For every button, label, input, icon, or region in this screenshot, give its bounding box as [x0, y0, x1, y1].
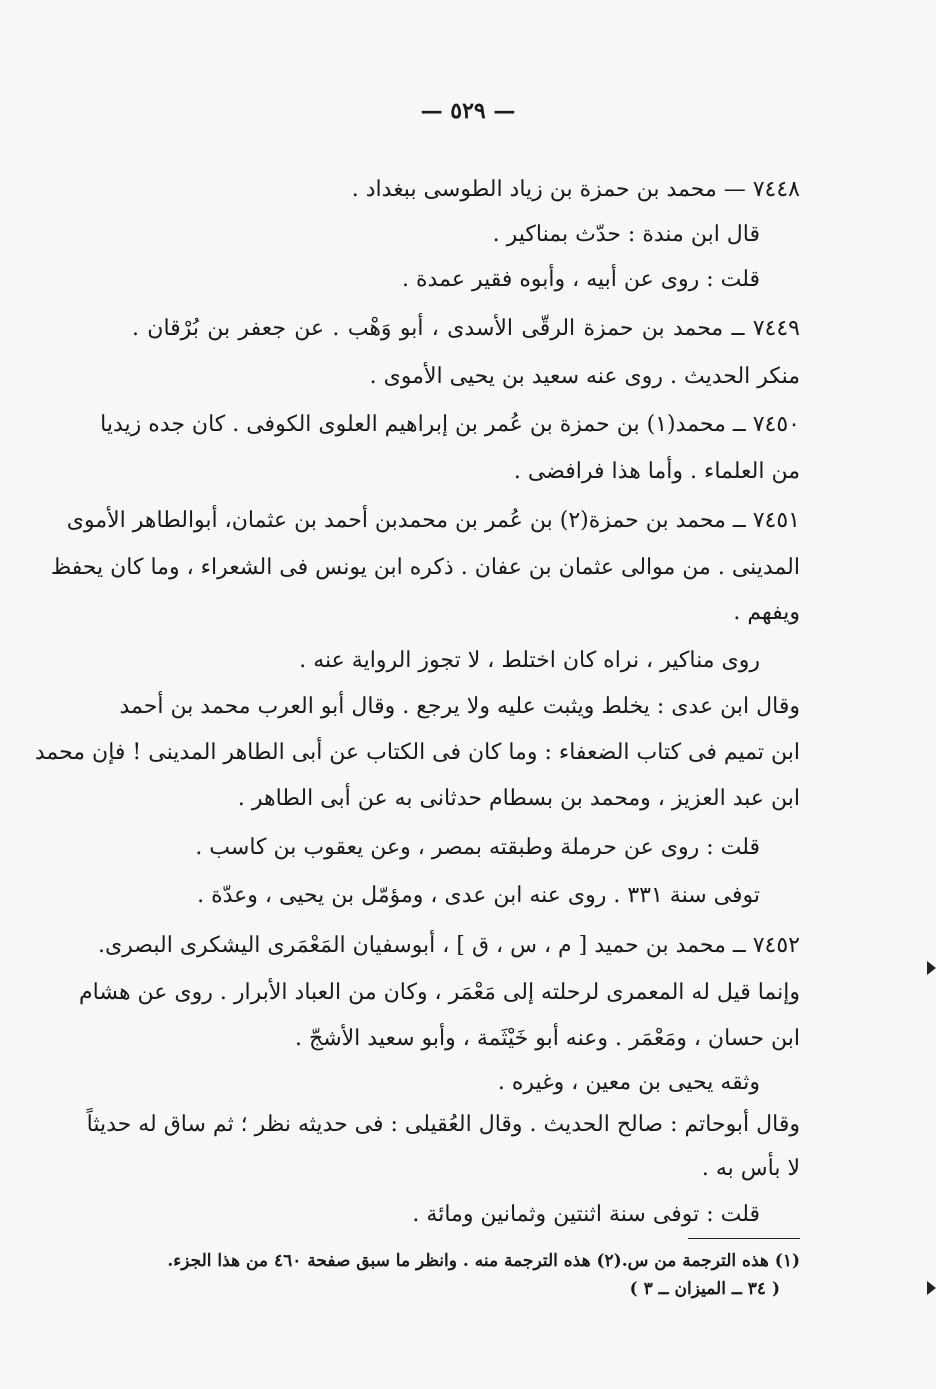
text-line: وإنما قيل له المعمرى لرحلته إلى مَعْمَر ، وكان من العباد الأبرار . روى عن هشام — [79, 980, 800, 1005]
text-line: لا بأس به . — [701, 1156, 800, 1181]
text-line: وقال ابن عدى : يخلط ويثبت عليه ولا يرجع . وقال أبو العرب محمد بن أحمد — [119, 694, 800, 719]
text-line: ابن تميم فى كتاب الضعفاء : وما كان فى الكتاب عن أبى الطاهر المدينى ! فإن محمد — [34, 740, 800, 765]
text-line: ويفهم . — [733, 600, 800, 625]
text-line: منكر الحديث . روى عنه سعيد بن يحيى الأموى . — [369, 364, 800, 389]
text-line: المدينى . من موالى عثمان بن عفان . ذكره ابن يونس فى الشعراء ، وما كان يحفظ — [50, 555, 800, 580]
text-line: قلت : روى عن حرملة وطبقته بمصر ، وعن يعقوب بن كاسب . — [195, 835, 760, 860]
text-line: ابن عبد العزيز ، ومحمد بن بسطام حدثانى به عن أبى الطاهر . — [237, 786, 800, 811]
text-line: ابن حسان ، ومَعْمَر . وعنه أبو خَيْثَمة ، وأبو سعيد الأشجّ . — [295, 1026, 800, 1051]
entry-7452-heading: ٧٤٥٢ ــ محمد بن حميد [ م ، س ، ق ] ، أبوسفيان المَعْمَرى اليشكرى البصرى. — [97, 933, 800, 958]
entry-7448-heading: ٧٤٤٨ — محمد بن حمزة بن زياد الطوسى ببغداد . — [351, 177, 800, 202]
footnote-rule — [688, 1238, 800, 1239]
margin-mark-icon — [927, 1281, 936, 1295]
entry-7450-heading: ٧٤٥٠ ــ محمد(١) بن حمزة بن عُمر بن إبراهيم العلوى الكوفى . كان جده زيديا — [100, 412, 800, 437]
text-line: وثقه يحيى بن معين ، وغيره . — [497, 1070, 760, 1095]
footnote-text: (١) هذه الترجمة من س.(٢) هذه الترجمة منه . وانظر ما سبق صفحة ٤٦٠ من هذا الجزء. — [167, 1251, 800, 1271]
signature-mark: ( ٣٤ ــ الميزان ــ ٣ ) — [629, 1279, 780, 1299]
text-line: وقال أبوحاتم : صالح الحديث . وقال العُقيلى : فى حديثه نظر ؛ ثم ساق له حديثاً — [86, 1112, 800, 1137]
entry-7451-heading: ٧٤٥١ ــ محمد بن حمزة(٢) بن عُمر بن محمدبن أحمد بن عثمان، أبوالطاهر الأموى — [66, 508, 800, 533]
text-line: قلت : روى عن أبيه ، وأبوه فقير عمدة . — [402, 267, 760, 292]
text-line: من العلماء . وأما هذا فرافضى . — [513, 459, 800, 484]
text-line: روى مناكير ، نراه كان اختلط ، لا تجوز الرواية عنه . — [299, 648, 760, 673]
entry-7449-heading: ٧٤٤٩ ــ محمد بن حمزة الرقّى الأسدى ، أبو وَهْب . عن جعفر بن بُرْقان . — [132, 316, 800, 341]
margin-mark-icon — [927, 961, 936, 975]
text-line: توفى سنة ٣٣١ . روى عنه ابن عدى ، ومؤمّل بن يحيى ، وعدّة . — [197, 883, 760, 908]
page-number: — ٥٢٩ — — [420, 98, 516, 124]
text-line: قلت : توفى سنة اثنتين وثمانين ومائة . — [412, 1202, 760, 1227]
text-line: قال ابن مندة : حدّث بمناكير . — [492, 222, 760, 247]
